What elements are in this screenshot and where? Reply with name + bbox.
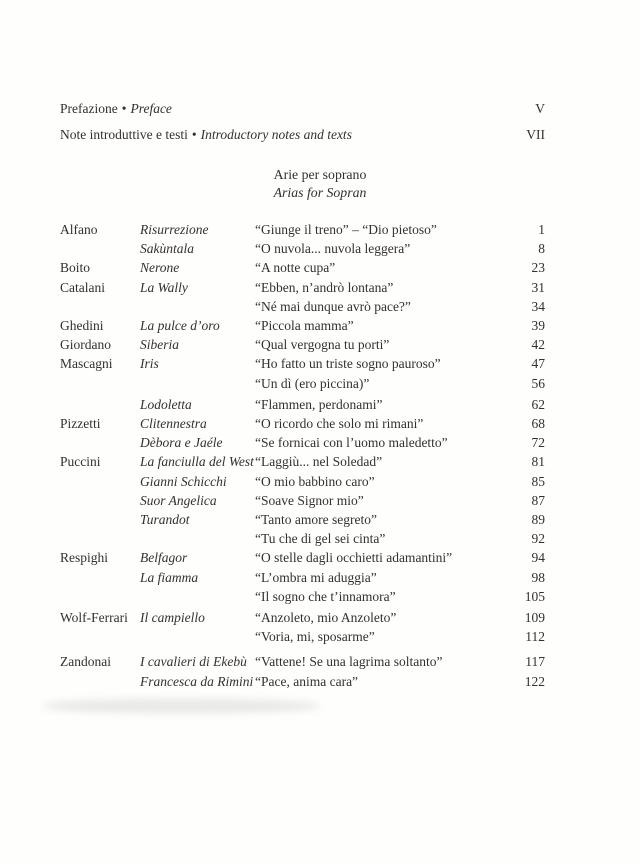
composer-cell bbox=[60, 297, 140, 316]
opera-cell: La Wally bbox=[140, 279, 188, 295]
table-row bbox=[60, 297, 545, 316]
page-number-cell: 105 bbox=[524, 588, 545, 604]
aria-cell: “Ho fatto un triste sogno pauroso” bbox=[255, 356, 441, 372]
opera-cell bbox=[140, 374, 255, 393]
composer-cell: Zandonai bbox=[60, 654, 111, 670]
composer-cell: Pizzetti bbox=[60, 416, 101, 432]
composer-cell bbox=[60, 672, 140, 691]
front-matter bbox=[60, 100, 545, 152]
table-row bbox=[60, 452, 545, 471]
table-row bbox=[60, 627, 545, 646]
opera-cell: I cavalieri di Ekebù bbox=[140, 654, 247, 670]
page-number-cell: 117 bbox=[525, 654, 545, 670]
page-number-cell: 34 bbox=[531, 298, 545, 314]
page-number-cell: 23 bbox=[531, 260, 545, 276]
composer-cell: Wolf-Ferrari bbox=[60, 610, 128, 626]
composer-cell: Mascagni bbox=[60, 356, 113, 372]
opera-cell: Turandot bbox=[140, 512, 190, 528]
opera-cell bbox=[140, 529, 255, 548]
page-number-cell: 85 bbox=[531, 473, 545, 489]
table-row bbox=[60, 220, 545, 239]
aria-cell: “Flammen, perdonami” bbox=[255, 396, 383, 412]
page-number-cell: 31 bbox=[531, 279, 545, 295]
composer-cell bbox=[60, 472, 140, 491]
bullet-separator: • bbox=[191, 127, 197, 142]
table-row bbox=[60, 491, 545, 510]
front-matter-label bbox=[60, 126, 352, 144]
composer-cell bbox=[60, 433, 140, 452]
front-matter-label bbox=[60, 100, 172, 118]
front-matter-label-english: Introductory notes and texts bbox=[200, 127, 352, 142]
page-number-cell: 98 bbox=[531, 569, 545, 585]
aria-cell: “Voria, mi, sposarme” bbox=[255, 629, 375, 645]
page-number-cell: 42 bbox=[531, 337, 545, 353]
page-number-cell: 56 bbox=[531, 375, 545, 391]
composer-cell bbox=[60, 239, 140, 258]
aria-cell: “A notte cupa” bbox=[255, 260, 336, 276]
composer-cell: Giordano bbox=[60, 337, 111, 353]
opera-cell: Clitennestra bbox=[140, 416, 207, 432]
composer-cell: Respighi bbox=[60, 550, 109, 566]
table-row bbox=[60, 239, 545, 258]
opera-cell: Sakùntala bbox=[140, 241, 194, 257]
aria-cell: “Né mai dunque avrò pace?” bbox=[255, 298, 411, 314]
aria-cell: “Piccola mamma” bbox=[255, 318, 354, 334]
opera-cell: Francesca da Rimini bbox=[140, 673, 254, 689]
composer-cell: Puccini bbox=[60, 454, 101, 470]
composer-cell bbox=[60, 529, 140, 548]
opera-cell: Belfagor bbox=[140, 550, 188, 566]
opera-cell: Il campiello bbox=[140, 610, 205, 626]
aria-cell: “Tanto amore segreto” bbox=[255, 512, 377, 528]
composer-cell bbox=[60, 374, 140, 393]
front-matter-page-number: VII bbox=[526, 127, 545, 142]
bullet-separator: • bbox=[121, 101, 127, 116]
table-row bbox=[60, 395, 545, 414]
opera-cell: La pulce d’oro bbox=[140, 318, 220, 334]
front-matter-row bbox=[60, 126, 545, 144]
front-matter-label-italian: Prefazione bbox=[60, 101, 118, 116]
opera-cell: Siberia bbox=[140, 337, 179, 353]
front-matter-row bbox=[60, 100, 545, 118]
aria-cell: “Pace, anima cara” bbox=[255, 673, 359, 689]
page-number-cell: 47 bbox=[531, 356, 545, 372]
page-number-cell: 81 bbox=[531, 454, 545, 470]
page-number-cell: 112 bbox=[525, 629, 545, 645]
aria-cell: “O ricordo che solo mi rimani” bbox=[255, 416, 424, 432]
table-row bbox=[60, 433, 545, 452]
composer-cell bbox=[60, 395, 140, 414]
aria-cell: “Anzoleto, mio Anzoleto” bbox=[255, 610, 397, 626]
table-row bbox=[60, 587, 545, 606]
front-matter-page-number: V bbox=[535, 101, 545, 116]
page-number-cell: 92 bbox=[531, 531, 545, 547]
composer-cell bbox=[60, 510, 140, 529]
table-row bbox=[60, 608, 545, 627]
page-number-cell: 72 bbox=[531, 435, 545, 451]
opera-cell: Gianni Schicchi bbox=[140, 473, 227, 489]
front-matter-label-english: Preface bbox=[130, 101, 172, 116]
aria-cell: “Tu che di gel sei cinta” bbox=[255, 531, 386, 547]
toc-table bbox=[60, 220, 545, 691]
table-row bbox=[60, 472, 545, 491]
section-title-italian: Arie per soprano bbox=[273, 167, 367, 182]
aria-cell: “Il sogno che t’innamora” bbox=[255, 588, 396, 604]
aria-cell: “Un dì (ero piccina)” bbox=[255, 375, 370, 391]
table-row bbox=[60, 335, 545, 354]
opera-cell: La fiamma bbox=[140, 569, 199, 585]
page-number-cell: 39 bbox=[531, 318, 545, 334]
aria-cell: “Soave Signor mio” bbox=[255, 492, 364, 508]
table-row bbox=[60, 510, 545, 529]
opera-cell: La fanciulla del West bbox=[140, 454, 254, 470]
opera-cell: Dèbora e Jaéle bbox=[140, 435, 223, 451]
page-number-cell: 68 bbox=[531, 416, 545, 432]
page-number-cell: 1 bbox=[538, 222, 545, 237]
opera-cell bbox=[140, 297, 255, 316]
composer-cell: Alfano bbox=[60, 222, 98, 237]
opera-cell: Iris bbox=[140, 356, 159, 372]
opera-cell: Suor Angelica bbox=[140, 492, 217, 508]
table-row bbox=[60, 258, 545, 277]
aria-cell: “O mio babbino caro” bbox=[255, 473, 375, 489]
page-number-cell: 8 bbox=[538, 241, 545, 257]
page-number-cell: 62 bbox=[531, 396, 545, 412]
opera-cell: Risurrezione bbox=[140, 222, 209, 237]
table-row bbox=[60, 529, 545, 548]
composer-cell bbox=[60, 568, 140, 587]
section-title-english: Arias for Sopran bbox=[273, 184, 367, 200]
page-number-cell: 122 bbox=[524, 673, 545, 689]
aria-cell: “Giunge il treno” – “Dio pietoso” bbox=[255, 222, 437, 237]
composer-cell bbox=[60, 627, 140, 646]
table-row bbox=[60, 652, 545, 671]
front-matter-label-italian: Note introduttive e testi bbox=[60, 127, 188, 142]
table-row bbox=[60, 316, 545, 335]
aria-cell: “Ebben, n’andrò lontana” bbox=[255, 279, 394, 295]
table-row bbox=[60, 354, 545, 373]
page-number-cell: 87 bbox=[531, 492, 545, 508]
table-row bbox=[60, 672, 545, 691]
aria-cell: “O nuvola... nuvola leggera” bbox=[255, 241, 411, 257]
aria-cell: “O stelle dagli occhietti adamantini” bbox=[255, 550, 453, 566]
composer-cell bbox=[60, 491, 140, 510]
page-number-cell: 109 bbox=[524, 610, 545, 626]
section-heading bbox=[0, 166, 640, 201]
table-row bbox=[60, 414, 545, 433]
composer-cell: Boito bbox=[60, 260, 91, 276]
scan-artifact bbox=[44, 699, 319, 713]
aria-cell: “L’ombra mi aduggia” bbox=[255, 569, 377, 585]
table-row bbox=[60, 278, 545, 297]
aria-cell: “Laggiù... nel Soledad” bbox=[255, 454, 383, 470]
opera-cell: Lodoletta bbox=[140, 396, 192, 412]
composer-cell: Catalani bbox=[60, 279, 105, 295]
composer-cell: Ghedini bbox=[60, 318, 104, 334]
aria-cell: “Vattene! Se una lagrima soltanto” bbox=[255, 654, 443, 670]
table-row bbox=[60, 374, 545, 393]
opera-cell bbox=[140, 627, 255, 646]
opera-cell bbox=[140, 587, 255, 606]
aria-cell: “Se fornicai con l’uomo maledetto” bbox=[255, 435, 448, 451]
page-number-cell: 89 bbox=[531, 512, 545, 528]
composer-cell bbox=[60, 587, 140, 606]
page-number-cell: 94 bbox=[531, 550, 545, 566]
table-row bbox=[60, 568, 545, 587]
aria-cell: “Qual vergogna tu porti” bbox=[255, 337, 390, 353]
table-row bbox=[60, 548, 545, 567]
opera-cell: Nerone bbox=[140, 260, 180, 276]
